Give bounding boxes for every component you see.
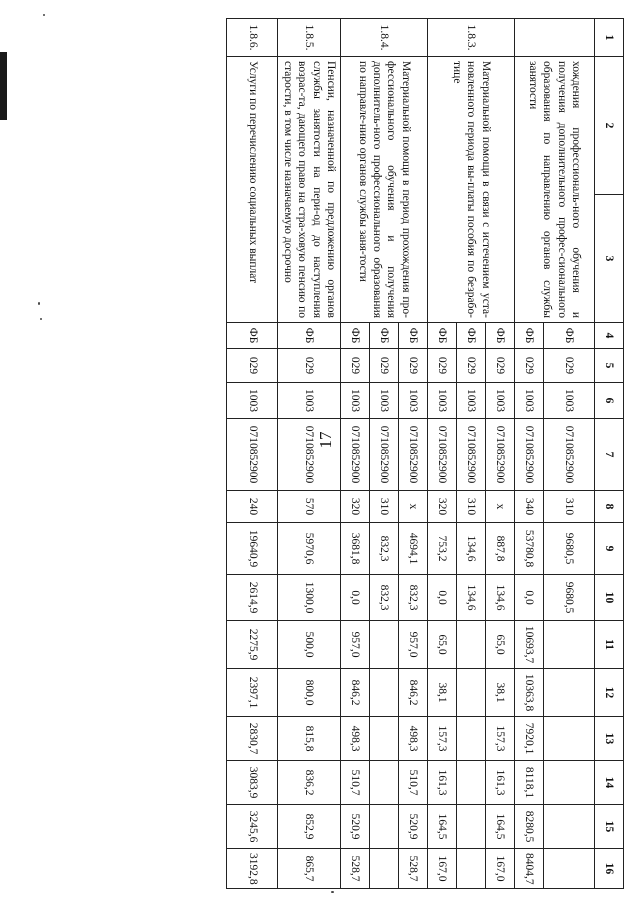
cell-col-5: 029 (227, 349, 278, 383)
header-row (595, 19, 624, 889)
cell-col-15: 164,5 (428, 805, 457, 849)
cell-col-11 (544, 621, 595, 669)
cell-col-14: 161,3 (486, 761, 515, 805)
cell-col-5: 029 (341, 349, 370, 383)
cell-col-6: 1003 (428, 383, 457, 419)
cell-col-14 (457, 761, 486, 805)
cell-col-10: 134,6 (486, 575, 515, 621)
column-header: 14 (595, 761, 624, 805)
cell-col-14: 510,7 (399, 761, 428, 805)
rotated-table-frame (120, 18, 624, 888)
cell-col-12 (457, 669, 486, 717)
cell-col-5: 029 (486, 349, 515, 383)
column-header: 16 (595, 849, 624, 889)
cell-col-11: 500,0 (278, 621, 341, 669)
cell-col-9: 19640,9 (227, 523, 278, 575)
row-code: 1.8.3. (428, 19, 515, 57)
cell-col-16: 167,0 (486, 849, 515, 889)
table-body (227, 19, 624, 889)
cell-col-6: 1003 (486, 383, 515, 419)
cell-col-11 (457, 621, 486, 669)
cell-col-12 (370, 669, 399, 717)
cell-col-13: 498,3 (341, 717, 370, 761)
cell-col-6: 1003 (515, 383, 544, 419)
cell-col-6: 1003 (399, 383, 428, 419)
cell-col-6: 1003 (227, 383, 278, 419)
cell-col-13 (457, 717, 486, 761)
cell-col-9: 4694,1 (399, 523, 428, 575)
cell-col-4: ФБ (341, 323, 370, 349)
table-row (399, 19, 428, 889)
cell-col-11: 2275,9 (227, 621, 278, 669)
cell-col-16: 167,0 (428, 849, 457, 889)
cell-col-14 (544, 761, 595, 805)
cell-col-4: ФБ (515, 323, 544, 349)
cell-col-4: ФБ (544, 323, 595, 349)
cell-col-8: х (486, 491, 515, 523)
cell-col-12 (544, 669, 595, 717)
column-header: 10 (595, 575, 624, 621)
cell-col-16: 865,7 (278, 849, 341, 889)
cell-col-9: 753,2 (428, 523, 457, 575)
cell-col-15: 520,9 (341, 805, 370, 849)
cell-col-8: 320 (341, 491, 370, 523)
cell-col-14: 836,2 (278, 761, 341, 805)
cell-col-4: ФБ (457, 323, 486, 349)
table-row (278, 19, 341, 889)
cell-col-12: 38,1 (428, 669, 457, 717)
row-code: 1.8.4. (341, 19, 428, 57)
cell-col-6: 1003 (278, 383, 341, 419)
cell-col-15: 3245,6 (227, 805, 278, 849)
column-header: 5 (595, 349, 624, 383)
cell-col-12: 2397,1 (227, 669, 278, 717)
row-description: Услуги по перечислению социальных выплат (227, 57, 278, 323)
cell-col-7: 0710852900 (515, 419, 544, 491)
cell-col-11: 65,0 (486, 621, 515, 669)
cell-col-14 (370, 761, 399, 805)
cell-col-9: 3681,8 (341, 523, 370, 575)
cell-col-5: 029 (399, 349, 428, 383)
column-header: 12 (595, 669, 624, 717)
cell-col-10: 832,3 (370, 575, 399, 621)
cell-col-4: ФБ (227, 323, 278, 349)
column-header: 3 (595, 195, 624, 323)
cell-col-11 (370, 621, 399, 669)
cell-col-16 (457, 849, 486, 889)
cell-col-8: 310 (457, 491, 486, 523)
cell-col-10: 9680,5 (544, 575, 595, 621)
cell-col-9: 887,8 (486, 523, 515, 575)
cell-col-13: 2830,7 (227, 717, 278, 761)
cell-col-10: 832,3 (399, 575, 428, 621)
cell-col-8: 310 (544, 491, 595, 523)
cell-col-9: 9680,5 (544, 523, 595, 575)
cell-col-12: 800,0 (278, 669, 341, 717)
cell-col-15 (370, 805, 399, 849)
cell-col-16: 528,7 (341, 849, 370, 889)
cell-col-14: 161,3 (428, 761, 457, 805)
cell-col-5: 029 (515, 349, 544, 383)
cell-col-4: ФБ (399, 323, 428, 349)
cell-col-11: 957,0 (341, 621, 370, 669)
cell-col-10: 2614,9 (227, 575, 278, 621)
cell-col-13: 157,3 (486, 717, 515, 761)
cell-col-16 (544, 849, 595, 889)
cell-col-16: 528,7 (399, 849, 428, 889)
cell-col-12: 10363,8 (515, 669, 544, 717)
cell-col-11: 65,0 (428, 621, 457, 669)
cell-col-12: 846,2 (399, 669, 428, 717)
scan-edge-mark (0, 52, 7, 120)
cell-col-13 (544, 717, 595, 761)
column-header: 9 (595, 523, 624, 575)
column-header: 2 (595, 57, 624, 195)
cell-col-7: 0710852900 (370, 419, 399, 491)
cell-col-10: 0,0 (428, 575, 457, 621)
row-description: Пенсии, назначенной по предложению органов службы занятости на пери-од до наступления возрас-та, дающего право на стра-ховую пенсию по старости, в том числе назначаемую досрочно (278, 57, 341, 323)
table-row (486, 19, 515, 889)
cell-col-7: 0710852900 (544, 419, 595, 491)
cell-col-6: 1003 (544, 383, 595, 419)
cell-col-13: 498,3 (399, 717, 428, 761)
cell-col-5: 029 (278, 349, 341, 383)
column-header: 8 (595, 491, 624, 523)
page-number: 17 (316, 431, 335, 449)
cell-col-15 (544, 805, 595, 849)
cell-col-12: 38,1 (486, 669, 515, 717)
column-header: 4 (595, 323, 624, 349)
cell-col-5: 029 (370, 349, 399, 383)
cell-col-4: ФБ (486, 323, 515, 349)
cell-col-14: 3083,9 (227, 761, 278, 805)
cell-col-4: ФБ (370, 323, 399, 349)
column-header: 15 (595, 805, 624, 849)
cell-col-10: 134,6 (457, 575, 486, 621)
cell-col-5: 029 (457, 349, 486, 383)
cell-col-10: 0,0 (515, 575, 544, 621)
table-row (227, 19, 278, 889)
cell-col-7: 0710852900 (341, 419, 370, 491)
row-description: Материальной помощи в связи с истечением уста-новленного периода вы-платы пособия по безрабо-тице (428, 57, 515, 323)
cell-col-7: 0710852900 (428, 419, 457, 491)
scan-speck (38, 302, 40, 305)
cell-col-6: 1003 (457, 383, 486, 419)
cell-col-6: 1003 (341, 383, 370, 419)
cell-col-16: 8404,7 (515, 849, 544, 889)
column-header: 11 (595, 621, 624, 669)
cell-col-13: 815,8 (278, 717, 341, 761)
cell-col-13: 157,3 (428, 717, 457, 761)
cell-col-7: 0710852900 (278, 419, 341, 491)
cell-col-15: 852,9 (278, 805, 341, 849)
cell-col-11: 10693,7 (515, 621, 544, 669)
row-description: Материальной помощи в период прохождения про-фессионального обучения и получения дополнитель-ного профессионального образования по направле-нию органов службы заня-тости (341, 57, 428, 323)
cell-col-8: х (399, 491, 428, 523)
scan-speck (43, 14, 45, 16)
cell-col-8: 570 (278, 491, 341, 523)
cell-col-9: 134,6 (457, 523, 486, 575)
scan-speck (40, 318, 42, 320)
cell-col-8: 320 (428, 491, 457, 523)
cell-col-14: 8118,1 (515, 761, 544, 805)
cell-col-4: ФБ (428, 323, 457, 349)
cell-col-7: 0710852900 (227, 419, 278, 491)
cell-col-5: 029 (428, 349, 457, 383)
cell-col-5: 029 (544, 349, 595, 383)
row-code (515, 19, 595, 57)
cell-col-7: 0710852900 (486, 419, 515, 491)
table-row (544, 19, 595, 889)
cell-col-10: 0,0 (341, 575, 370, 621)
cell-col-9: 53780,8 (515, 523, 544, 575)
row-code: 1.8.5. (278, 19, 341, 57)
cell-col-8: 310 (370, 491, 399, 523)
cell-col-12: 846,2 (341, 669, 370, 717)
cell-col-15: 520,9 (399, 805, 428, 849)
scan-speck (331, 891, 334, 893)
cell-col-8: 340 (515, 491, 544, 523)
row-description: хождения профессиональ-ного обучения и получения дополнительного профес-сионального образования по направлению органов службы занятости (515, 57, 595, 323)
cell-col-9: 832,3 (370, 523, 399, 575)
cell-col-15 (457, 805, 486, 849)
budget-table (227, 18, 625, 889)
column-header: 1 (595, 19, 624, 57)
cell-col-7: 0710852900 (457, 419, 486, 491)
cell-col-10: 1300,0 (278, 575, 341, 621)
column-header: 6 (595, 383, 624, 419)
cell-col-8: 240 (227, 491, 278, 523)
cell-col-14: 510,7 (341, 761, 370, 805)
cell-col-15: 164,5 (486, 805, 515, 849)
cell-col-13 (370, 717, 399, 761)
column-header: 7 (595, 419, 624, 491)
cell-col-9: 5970,6 (278, 523, 341, 575)
cell-col-7: 0710852900 (399, 419, 428, 491)
cell-col-11: 957,0 (399, 621, 428, 669)
cell-col-4: ФБ (278, 323, 341, 349)
cell-col-16: 3192,8 (227, 849, 278, 889)
cell-col-16 (370, 849, 399, 889)
cell-col-13: 7920,1 (515, 717, 544, 761)
column-header: 13 (595, 717, 624, 761)
row-code: 1.8.6. (227, 19, 278, 57)
cell-col-6: 1003 (370, 383, 399, 419)
cell-col-15: 8280,5 (515, 805, 544, 849)
